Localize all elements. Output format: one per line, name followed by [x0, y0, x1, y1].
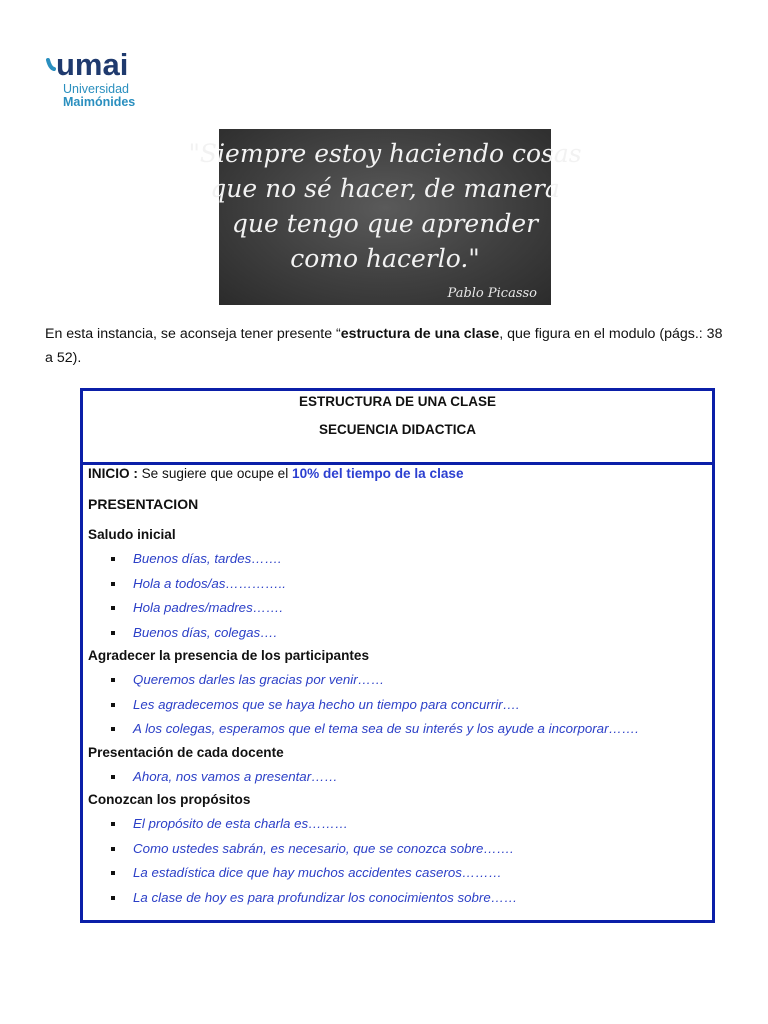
list-item: Ahora, nos vamos a presentar…… — [88, 768, 712, 793]
intro-text-bold: estructura de una clase — [340, 326, 500, 342]
saludo-list — [88, 550, 712, 648]
inicio-text: Se sugiere que ocupe el — [137, 466, 293, 481]
list-item: Hola padres/madres……. — [88, 599, 712, 624]
logo-wordmark: umai — [56, 47, 129, 82]
table-subtitle: SECUENCIA DIDACTICA — [318, 422, 476, 437]
presentacion-heading: PRESENTACION — [88, 496, 199, 512]
section-heading-saludo: Saludo inicial — [88, 527, 176, 542]
class-structure-table — [80, 388, 715, 923]
table-header — [83, 391, 712, 465]
inicio-label: INICIO : — [88, 466, 138, 481]
logo-line1: Universidad — [63, 82, 130, 96]
intro-text-after: , que figura en el modulo (págs.: 38 a 52). — [45, 326, 723, 366]
quote-line-4: como hacerlo." — [290, 244, 480, 273]
quote-line-2: que no sé hacer, de manera — [210, 174, 560, 203]
list-item: Como ustedes sabrán, es necesario, que se conozca sobre……. — [88, 840, 712, 865]
list-item: Buenos días, colegas…. — [88, 624, 712, 649]
inicio-highlight: 10% del tiempo de la clase — [292, 466, 464, 481]
list-item: Buenos días, tardes……. — [88, 550, 712, 575]
list-item: La estadística dice que hay muchos accidentes caseros……… — [88, 864, 712, 889]
section-heading-presentacion-docente: Presentación de cada docente — [88, 744, 284, 760]
picasso-quote-image — [188, 129, 582, 305]
quote-line-3: que tengo que aprender — [231, 209, 539, 238]
agradecer-list — [88, 671, 712, 745]
quote-author: Pablo Picasso — [447, 286, 537, 301]
quote-line-1: "Siempre estoy haciendo cosas — [188, 139, 582, 168]
table-title: ESTRUCTURA DE UNA CLASE — [298, 394, 496, 409]
umai-logo — [44, 48, 164, 110]
list-item: A los colegas, esperamos que el tema sea de su interés y los ayude a incorporar……. — [88, 720, 712, 745]
list-item: La clase de hoy es para profundizar los conocimientos sobre…… — [88, 889, 712, 914]
list-item: Queremos darles las gracias por venir…… — [88, 671, 712, 696]
intro-text-before: En esta instancia, se aconseja tener presente “ — [45, 326, 341, 342]
propositos-list — [88, 815, 712, 913]
logo-line2: Maimónides — [63, 95, 136, 109]
table-body — [83, 466, 712, 913]
section-heading-propositos: Conozcan los propósitos — [88, 792, 251, 807]
presentacion-docente-list — [88, 768, 712, 793]
intro-paragraph — [45, 322, 725, 370]
list-item: Hola a todos/as………….. — [88, 575, 712, 600]
list-item: Les agradecemos que se haya hecho un tiempo para concurrir…. — [88, 696, 712, 721]
inicio-line — [88, 466, 712, 490]
list-item: El propósito de esta charla es……… — [88, 815, 712, 840]
section-heading-agradecer: Agradecer la presencia de los participantes — [88, 648, 370, 663]
